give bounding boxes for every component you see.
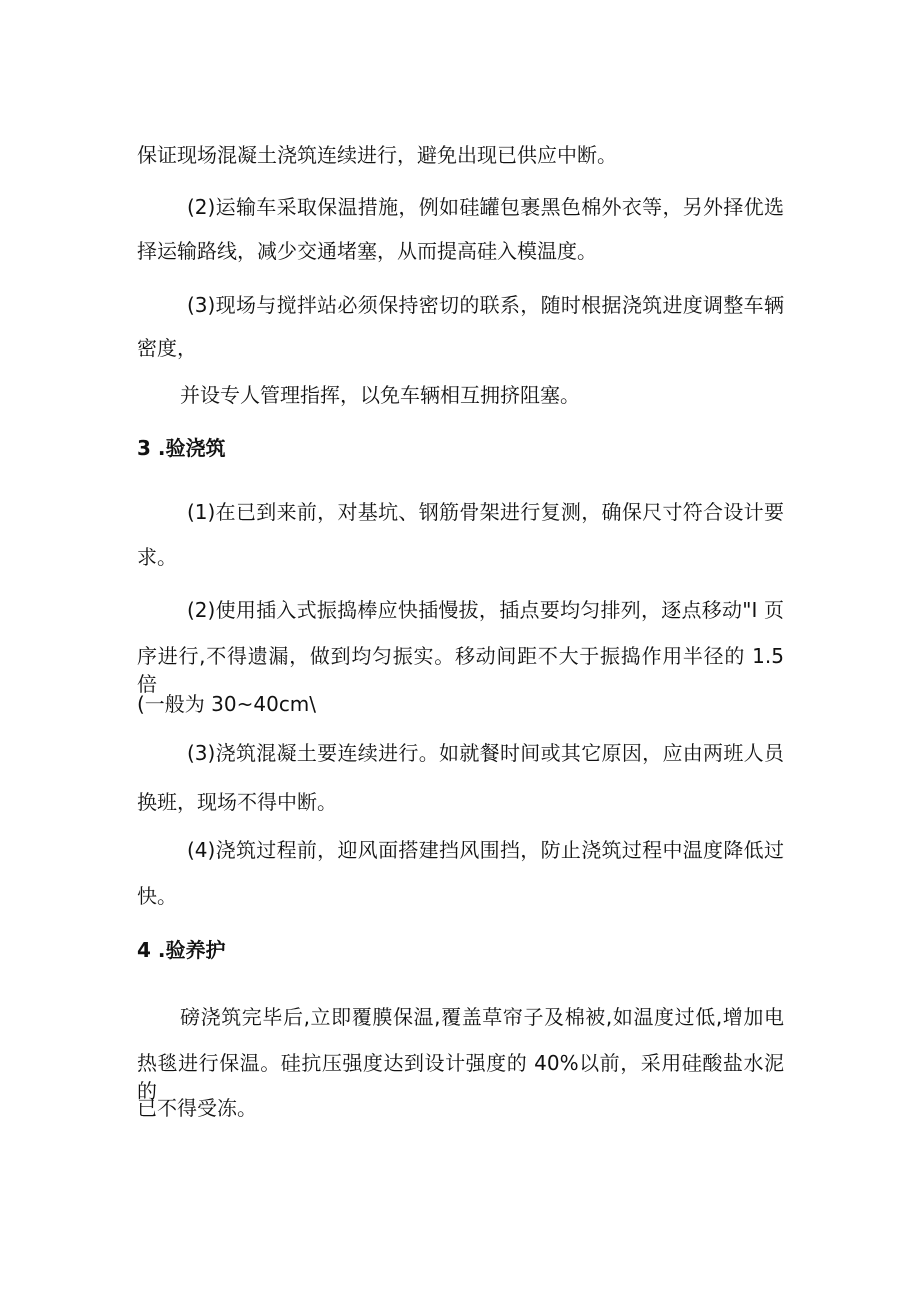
- section-3-item-1-line-1: (1)在已到来前，对基坑、钢筋骨架进行复测，确保尺寸符合设计要: [187, 500, 784, 524]
- paragraph-3-line-1: (3)现场与搅拌站必须保持密切的联系，随时根据浇筑进度调整车辆: [187, 293, 784, 317]
- paragraph-2-line-2: 择运输路线，减少交通堵塞，从而提高硅入模温度。: [137, 239, 597, 263]
- section-3-item-1-line-2: 求。: [137, 545, 177, 569]
- section-4-line-2: 热毯进行保温。硅抗压强度达到设计强度的 40%以前，采用硅酸盐水泥的: [137, 1051, 784, 1103]
- section-3-item-4-line-2: 快。: [137, 884, 177, 908]
- section-3-item-2-line-3: (一般为 30~40cm\: [137, 692, 317, 716]
- section-3-item-2-line-1: (2)使用插入式振捣棒应快插慢拔，插点要均匀排列，逐点移动"I 页: [187, 598, 784, 622]
- section-3-heading: 3 .验浇筑: [137, 436, 226, 460]
- intro-line-1: 保证现场混凝土浇筑连续进行，避免出现已供应中断。: [137, 143, 617, 167]
- section-4-line-3: 已不得受冻。: [137, 1096, 257, 1120]
- section-3-item-3-line-2: 换班，现场不得中断。: [137, 790, 337, 814]
- section-3-item-4-line-1: (4)浇筑过程前，迎风面搭建挡风围挡，防止浇筑过程中温度降低过: [187, 838, 784, 862]
- paragraph-2-line-1: (2)运输车采取保温措施，例如硅罐包裹黑色棉外衣等，另外择优选: [187, 195, 784, 219]
- paragraph-4-line-1: 并设专人管理指挥，以免车辆相互拥挤阻塞。: [180, 383, 580, 407]
- paragraph-3-line-2: 密度，: [137, 336, 197, 360]
- section-3-item-2-line-2: 序进行,不得遗漏，做到均匀振实。移动间距不大于振捣作用半径的 1.5 倍: [137, 644, 784, 696]
- section-4-heading: 4 .验养护: [137, 938, 226, 962]
- section-3-item-3-line-1: (3)浇筑混凝土要连续进行。如就餐时间或其它原因，应由两班人员: [187, 741, 784, 765]
- section-4-line-1: 磅浇筑完毕后,立即覆膜保温,覆盖草帘子及棉被,如温度过低,增加电: [180, 1005, 784, 1029]
